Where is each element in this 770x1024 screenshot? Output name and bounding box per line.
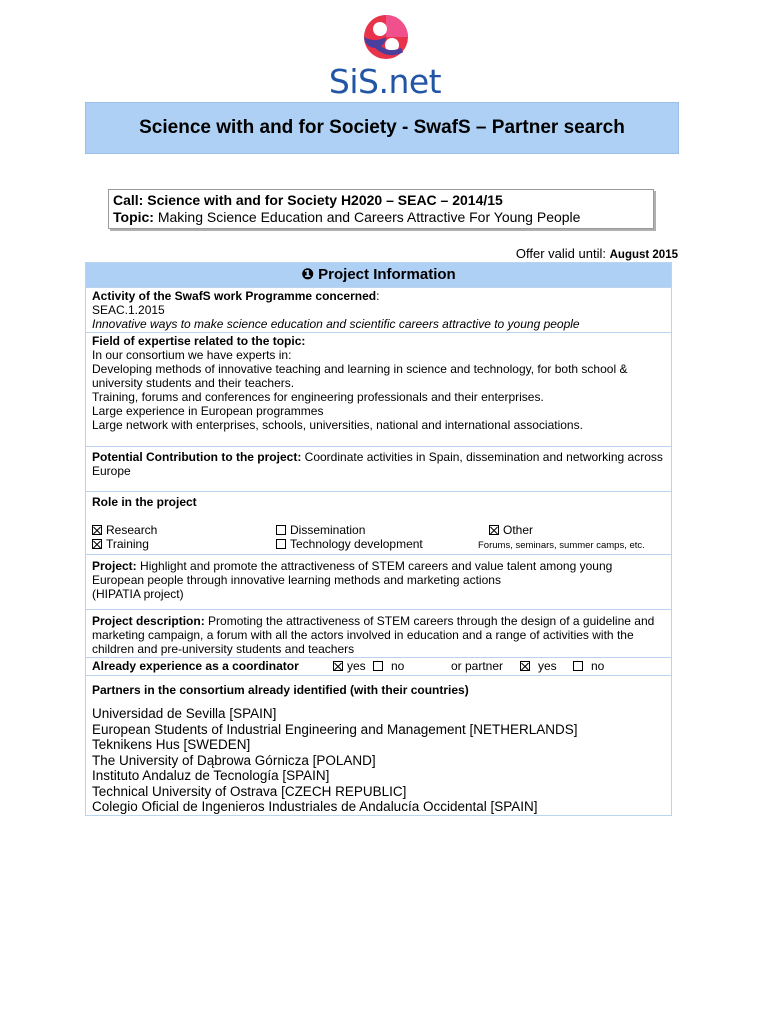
role-training-label: Training: [106, 537, 149, 551]
other-checkbox[interactable]: [489, 525, 499, 535]
list-item: Technical University of Ostrava [CZECH REPUBLIC]: [92, 783, 407, 799]
list-item: European Students of Industrial Engineering and Management [NETHERLANDS]: [92, 721, 578, 737]
coordinator-no-option[interactable]: [373, 659, 404, 673]
list-item: Universidad de Sevilla [SPAIN]: [92, 706, 277, 721]
page-title: Science with and for Society - SwafS – Partner search: [139, 117, 625, 138]
call-box: [108, 189, 654, 229]
project-information-form: [85, 262, 672, 816]
list-item: Colegio Oficial de Ingenieros Industriales de Andalucía Occidental [SPAIN]: [92, 799, 538, 814]
expertise-line: Large network with enterprises, schools, universities, national and international associations.: [92, 418, 583, 432]
contribution-value: Coordinate activities in Spain, dissemination and networking across Europe: [92, 450, 663, 478]
partner-no-checkbox[interactable]: [573, 661, 583, 671]
dissemination-checkbox[interactable]: [276, 525, 286, 535]
topic-label: Topic:: [113, 209, 154, 225]
activity-description: Innovative ways to make science education and scientific careers attractive to young people: [92, 317, 580, 331]
project-row: [86, 554, 671, 609]
partner-no-label: no: [591, 659, 605, 673]
technology-development-checkbox[interactable]: [276, 539, 286, 549]
partner-label: or partner: [451, 659, 504, 673]
roles-options: [92, 509, 665, 551]
section-title: Project Information: [318, 266, 456, 283]
logo-wordmark: SiS.net: [328, 62, 442, 101]
role-technology-development-label: Technology development: [290, 537, 423, 551]
coordinator-yes-option[interactable]: [333, 659, 366, 673]
activity-label: Activity of the SwafS work Programme concerned: [92, 289, 377, 303]
roles-label: Role in the project: [92, 495, 197, 509]
research-checkbox[interactable]: [92, 525, 102, 535]
training-checkbox[interactable]: [92, 539, 102, 549]
partner-no-option[interactable]: [573, 659, 604, 673]
section-number-icon: ❶: [301, 266, 314, 283]
role-other-label: Other: [503, 523, 534, 537]
coordinator-row: [86, 657, 671, 675]
offer-date: August 2015: [609, 249, 678, 261]
list-item: Teknikens Hus [SWEDEN]: [92, 737, 251, 752]
expertise-line: Large experience in European programmes: [92, 404, 324, 418]
role-other[interactable]: [489, 523, 533, 537]
section-header: [86, 263, 671, 287]
list-item: The University of Dąbrowa Górnicza [POLAND]: [92, 752, 376, 768]
coordinator-yes-checkbox[interactable]: [333, 661, 343, 671]
project-description-value: Promoting the attractiveness of STEM careers through the design of a guideline and marketing campaign, a forum with all the actors involved in education and a range of activities with the children and pre-university students and teachers: [92, 614, 655, 656]
role-technology-development[interactable]: [276, 537, 423, 551]
list-item: Instituto Andaluz de Tecnología [SPAIN]: [92, 768, 330, 783]
coordinator-yes-label: yes: [347, 659, 366, 673]
partners-list: [92, 706, 665, 815]
offer-validity: [516, 246, 678, 263]
expertise-line: Training, forums and conferences for engineering professionals and their enterprises.: [92, 390, 544, 404]
activity-code: SEAC.1.2015: [92, 303, 165, 317]
role-research[interactable]: [92, 523, 157, 537]
project-label: Project:: [92, 559, 137, 573]
project-description-row: [86, 609, 671, 657]
page-title-banner: [85, 102, 679, 154]
expertise-row: [86, 332, 671, 446]
role-dissemination-label: Dissemination: [290, 523, 366, 537]
topic-value: Making Science Education and Careers Attractive For Young People: [157, 209, 581, 225]
role-dissemination[interactable]: [276, 523, 365, 537]
expertise-line: In our consortium we have experts in:: [92, 348, 292, 362]
offer-label: Offer valid until:: [515, 246, 606, 261]
sisnet-emblem-icon: [318, 12, 452, 64]
expertise-label: Field of expertise related to the topic:: [92, 334, 306, 348]
project-acronym: (HIPATIA project): [92, 587, 184, 601]
project-value: Highlight and promote the attractiveness of STEM careers and value talent among young European people through innovative learning methods and marketing actions: [92, 559, 613, 587]
partner-yes-option[interactable]: [520, 659, 557, 673]
contribution-label: Potential Contribution to the project:: [92, 450, 302, 464]
activity-row: Activity of the SwafS work Programme concerned: SEAC.1.2015 Innovative ways to make science education and scientific careers attractive to young people: [86, 287, 671, 332]
role-research-label: Research: [106, 523, 158, 537]
partner-yes-checkbox[interactable]: [520, 661, 530, 671]
coordinator-label: Already experience as a coordinator: [92, 659, 299, 673]
sisnet-logo: [318, 12, 452, 101]
partners-row: [86, 675, 671, 815]
partner-yes-label: yes: [538, 659, 557, 673]
coordinator-no-label: no: [391, 659, 405, 673]
coordinator-no-checkbox[interactable]: [373, 661, 383, 671]
call-line: Call: Science with and for Society H2020 – SEAC – 2014/15: [113, 192, 503, 208]
other-note: Forums, seminars, summer camps, etc.: [478, 540, 645, 551]
project-description-label: Project description:: [92, 614, 205, 628]
role-training[interactable]: [92, 537, 149, 551]
partners-label: Partners in the consortium already identified (with their countries): [92, 683, 469, 697]
topic-line: [113, 209, 649, 226]
roles-row: [86, 491, 671, 554]
contribution-row: [86, 446, 671, 491]
expertise-line: Developing methods of innovative teaching and learning in science and technology, for both school & university students and their teachers.: [92, 362, 628, 390]
